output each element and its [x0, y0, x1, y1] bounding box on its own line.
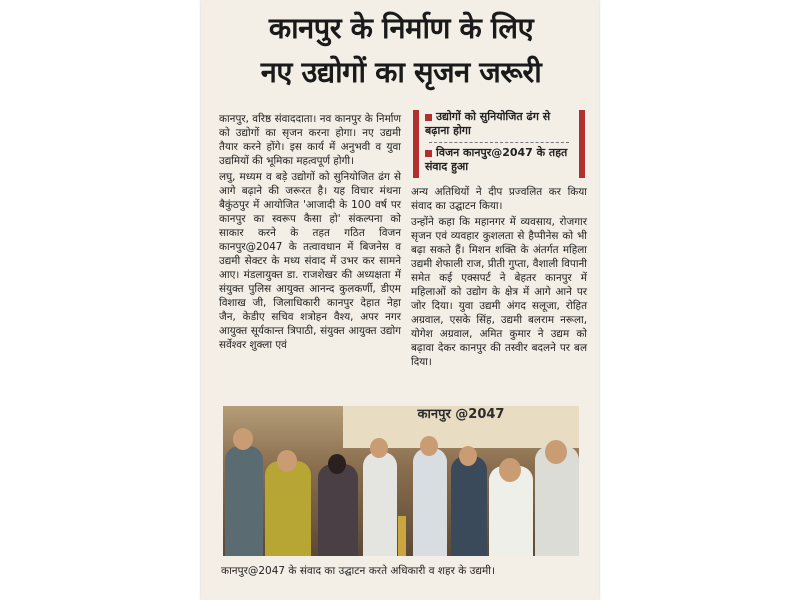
- subheading-text: विजन कानपुर@2047 के तहत संवाद हुआ: [425, 146, 568, 173]
- person: [318, 464, 358, 556]
- subheading: [425, 110, 575, 138]
- subheading-box: [411, 106, 587, 180]
- accent-bar: [579, 110, 585, 178]
- subheading: [425, 146, 575, 174]
- photo-caption: कानपुर@2047 के संवाद का उद्घाटन करते अधिकारी व शहर के उद्यमी।: [221, 565, 496, 577]
- subheading-text: उद्योगों को सुनियोजित ढंग से बढ़ाना होगा: [425, 110, 551, 137]
- person: [451, 456, 487, 556]
- person: [413, 448, 447, 556]
- banner-title: कानपुर @2047: [417, 407, 505, 422]
- headline-line-1: कानपुर के निर्माण के लिए: [268, 11, 534, 45]
- person: [225, 446, 263, 556]
- headline: [211, 6, 591, 94]
- paragraph: लघु, मध्यम व बड़े उद्योगों को सुनियोजित ढंग से आगे बढ़ाने की जरूरत है। यह विचार मंथना बैकुंठपुर में आयोजित 'आजादी के 100 वर्ष पर कानपुर का स्वरूप कैसा हो' संकल्पना को साकार करने के तहत गठित विजन कानपुर@2047 के तत्वावधान में बिजनेस व उद्यमी सेक्टर के मध्य संवाद में उभर कर सामने आए। मंडलायुक्त डा. राजशेखर की अध्यक्षता में संयुक्त पुलिस आयुक्त आनन्द कुलकर्णी, डीएम विशाख जी, जिलाधिकारी कानपुर देहात नेहा जैन, केडीए सचिव शत्रोहन वैश्य, अपर नगर आयुक्त सूर्यकान्त त्रिपाठी, संयुक्त आयुक्त उद्योग सर्वेश्वर शुक्ला एवं: [219, 171, 401, 351]
- person-head: [233, 428, 253, 450]
- person-head: [370, 438, 388, 458]
- bullet-square-icon: [425, 114, 432, 121]
- accent-bar: [413, 110, 419, 178]
- paragraph: कानपुर, वरिष्ठ संवाददाता। नव कानपुर के निर्माण को उद्योगों का सृजन करना होगा। नए उद्यमी तैयार करने होंगे। इस कार्य में अनुभवी व युवा उद्यमियों की भूमिका महत्वपूर्ण होगी।: [219, 113, 401, 167]
- paragraph: अन्य अतिथियों ने दीप प्रज्वलित कर किया संवाद का उद्घाटन किया।: [411, 186, 587, 212]
- divider: [429, 142, 569, 143]
- person-head: [277, 450, 297, 472]
- person-head: [328, 454, 346, 474]
- person-head: [499, 458, 521, 482]
- article-column-right: [411, 185, 587, 371]
- person: [265, 461, 311, 556]
- event-photo: [223, 406, 579, 556]
- lamp-icon: [398, 516, 406, 556]
- headline-line-2: नए उद्योगों का सृजन जरूरी: [260, 55, 542, 89]
- person-head: [420, 436, 438, 456]
- person-head: [545, 440, 567, 464]
- newspaper-clipping: [201, 0, 599, 600]
- article-column-left: [219, 112, 401, 354]
- person-head: [459, 446, 477, 466]
- paragraph: उन्होंने कहा कि महानगर में व्यवसाय, रोजगार सृजन एवं व्यवहार कुशलता से हैप्पीनेस को भी बढ़ा सकते हैं। मिशन शक्ति के अंतर्गत महिला उद्यमी शेफाली राज, प्रीती गुप्ता, वैशाली विपानी समेत कई एक्सपर्ट ने बेहतर कानपुर में महिलाओं को उद्योग के क्षेत्र में आगे आने पर जोर दिया। युवा उद्यमी अंगद सलूजा, रोहित अग्रवाल, एसके सिंह, उद्यमी बलराम नरूला, योगेश अग्रवाल, अमित कुमार ने उद्यम को बढ़ावा देकर कानपुर की तस्वीर बदलने पर बल दिया।: [411, 216, 587, 368]
- bullet-square-icon: [425, 150, 432, 157]
- person: [363, 452, 397, 556]
